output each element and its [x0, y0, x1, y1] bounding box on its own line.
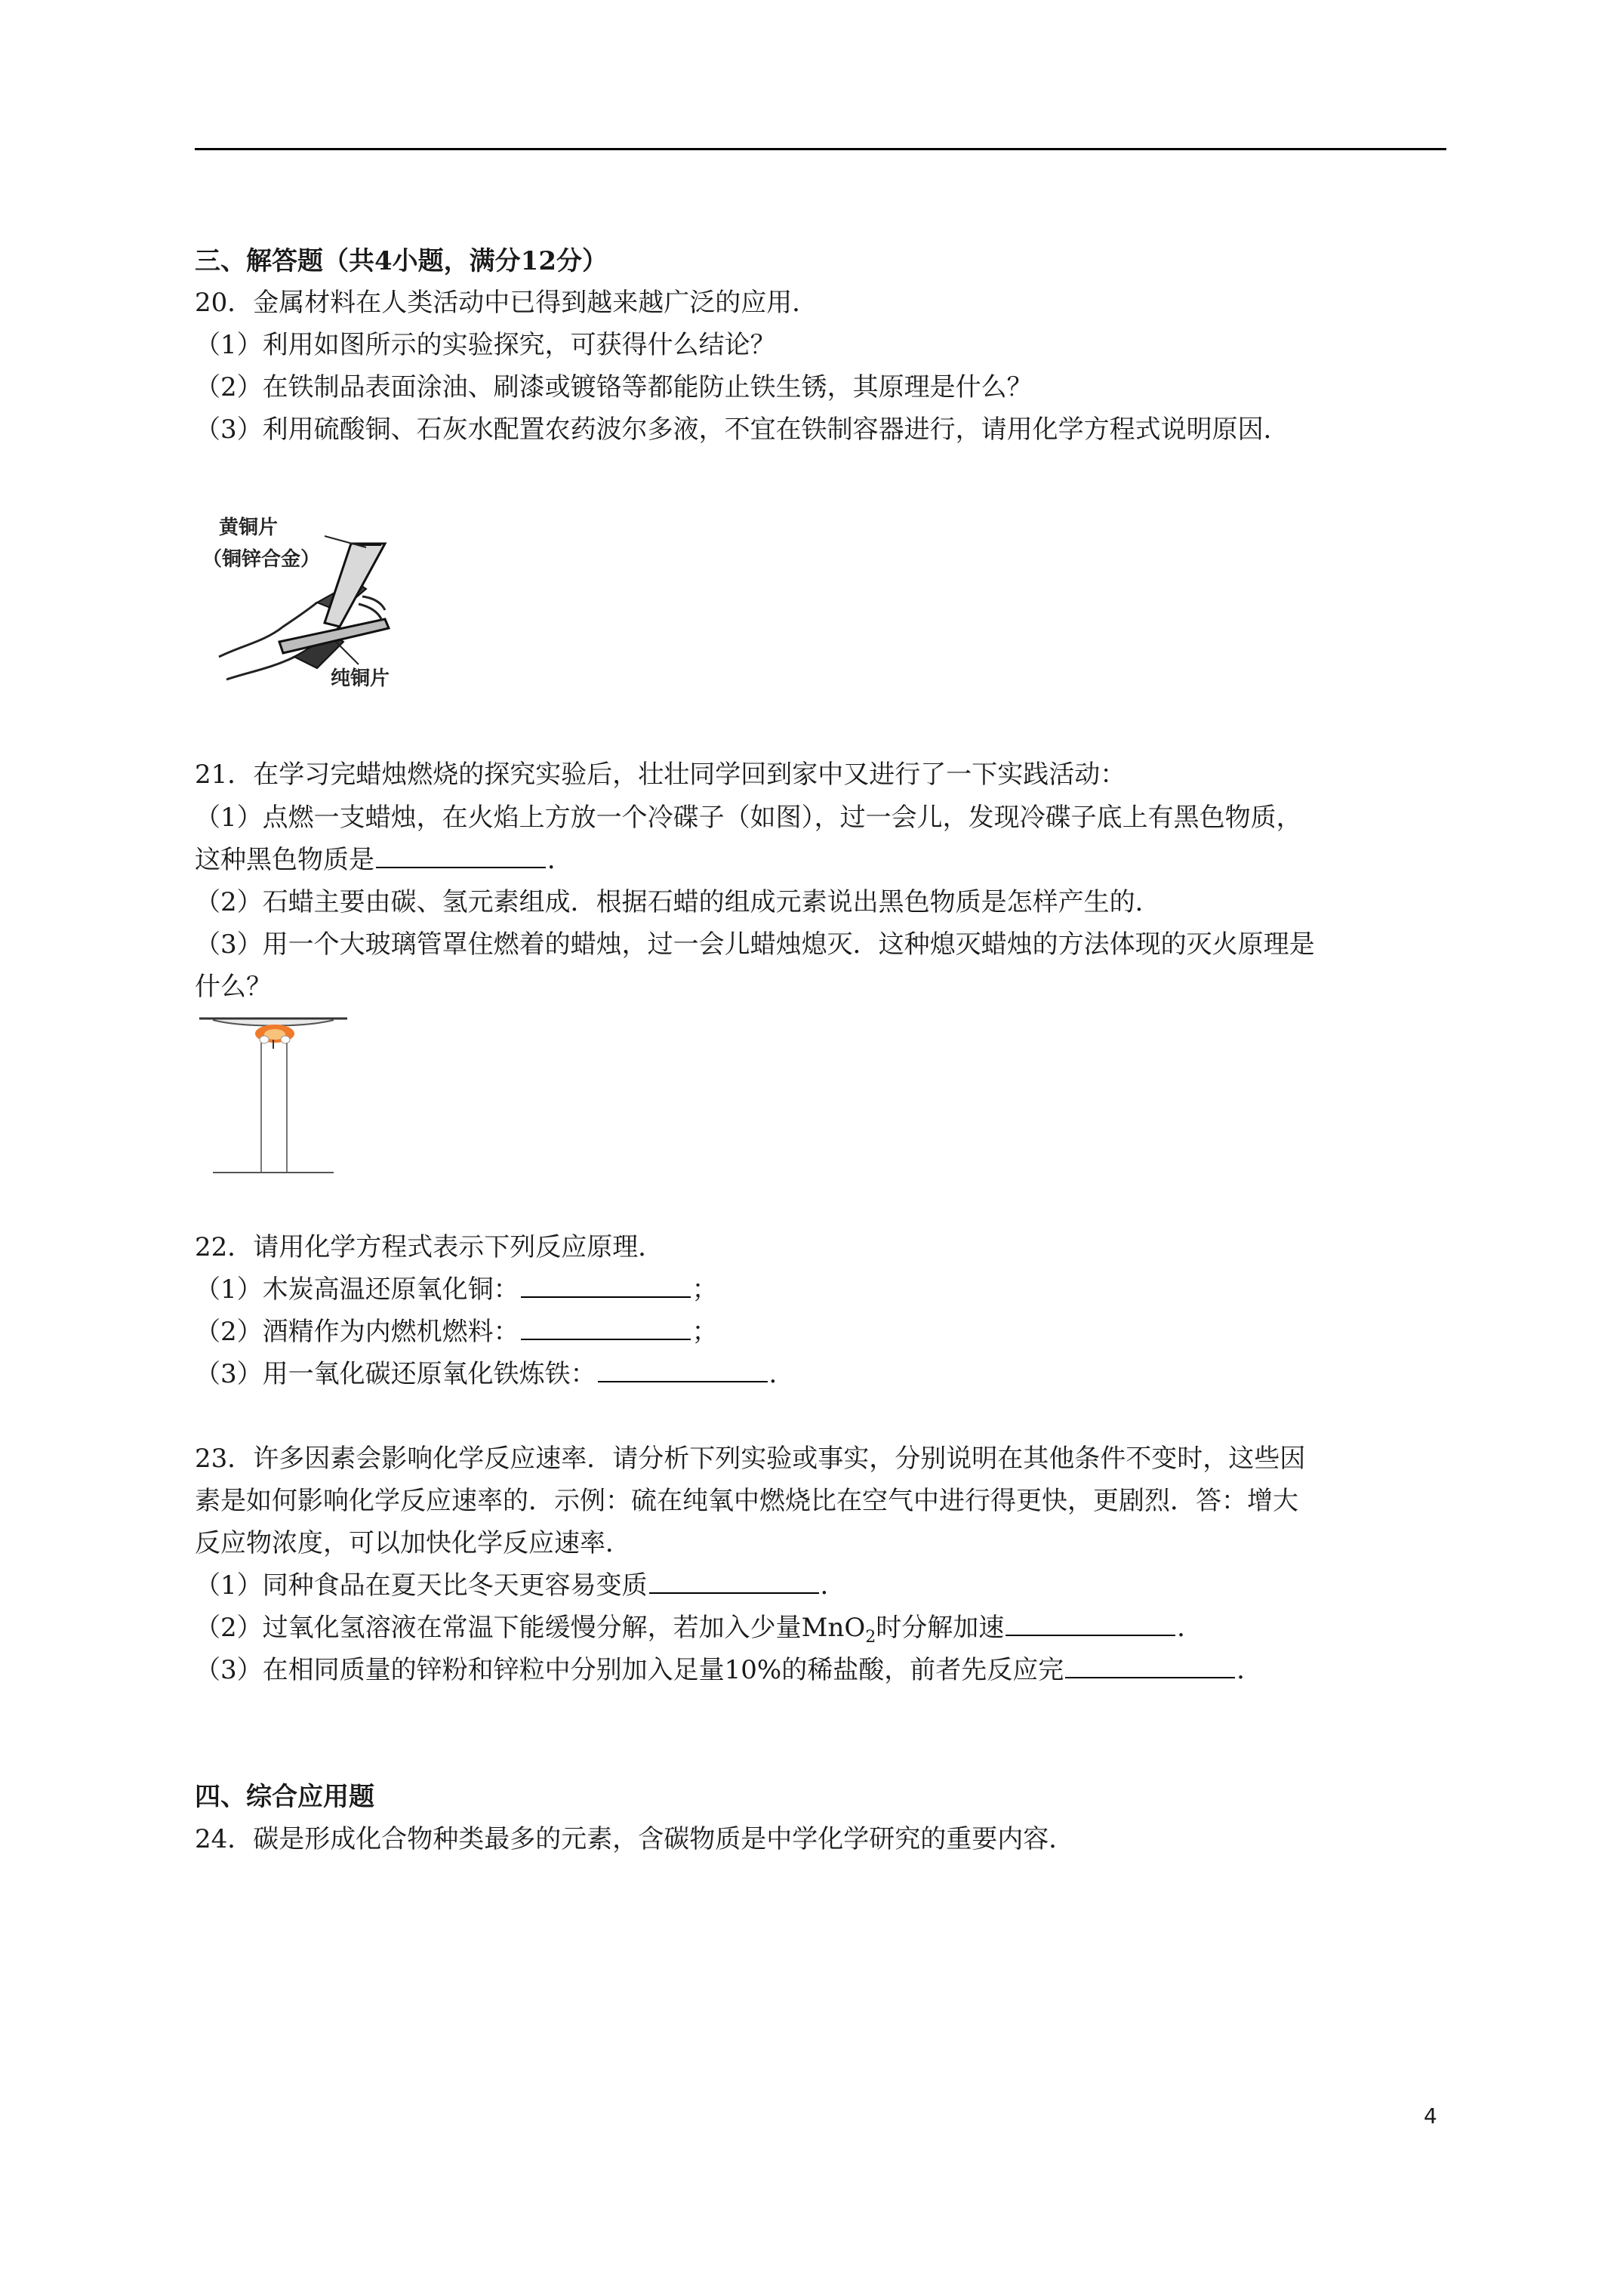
q22-part1-text: （1）木炭高温还原氧化铜： [195, 1274, 519, 1305]
q20-stem: 20．金属材料在人类活动中已得到越来越广泛的应用． [195, 288, 818, 318]
q22-part2-text: （2）酒精作为内燃机燃料： [195, 1317, 519, 1347]
answer-blank[interactable] [1065, 1656, 1235, 1678]
q22-part3-text: （3）用一氧化碳还原氧化铁炼铁： [195, 1359, 596, 1389]
header-rule [195, 148, 1446, 150]
q22-part3-end: ． [768, 1359, 795, 1389]
q20-part1: （1）利用如图所示的实验探究，可获得什么结论？ [195, 330, 776, 360]
q20-part2: （2）在铁制品表面涂油、刷漆或镀铬等都能防止铁生锈，其原理是什么？ [195, 372, 1033, 402]
q21-part1-line1: （1）点燃一支蜡烛，在火焰上方放一个冷碟子（如图），过一会儿，发现冷碟子底上有黑色物质， [195, 803, 1302, 833]
q21-part1-end: ． [547, 845, 573, 875]
figure-label-brass: 黄铜片 [219, 516, 279, 539]
q23-part2-text-2: 时分解加速 [876, 1613, 1005, 1643]
answer-blank[interactable] [1006, 1613, 1175, 1636]
q23-part2-text: （2）过氧化氢溶液在常温下能缓慢分解，若加入少量 [195, 1613, 802, 1643]
answer-blank[interactable] [521, 1318, 691, 1340]
q23-stem-line2: 素是如何影响化学反应速率的．示例：硫在纯氧中燃烧比在空气中进行得更快，更剧烈．答：增大 [195, 1486, 1298, 1516]
q23-part3 [195, 1655, 1262, 1685]
q21-figure-candle-plate [198, 1009, 349, 1179]
q23-part3-end: ． [1236, 1655, 1263, 1685]
answer-blank[interactable] [598, 1360, 768, 1382]
q23-part1-end: ． [820, 1570, 846, 1601]
q23-stem-line3: 反应物浓度，可以加快化学反应速率． [195, 1528, 631, 1558]
q21-part2: （2）石蜡主要由碳、氢元素组成．根据石蜡的组成元素说出黑色物质是怎样产生的． [195, 887, 1161, 917]
mno2-subscript: 2 [865, 1626, 876, 1647]
q23-part1 [195, 1570, 846, 1601]
q23-part2 [195, 1613, 1203, 1652]
section-3-heading: 三、解答题（共4小题，满分12分） [195, 246, 608, 276]
q21-stem: 21．在学习完蜡烛燃烧的探究实验后，壮壮同学回到家中又进行了一下实践活动： [195, 760, 1126, 790]
q23-stem-line1: 23．许多因素会影响化学反应速率．请分析下列实验或事实，分别说明在其他条件不变时，这些因 [195, 1444, 1306, 1474]
candle-drawing [198, 1009, 349, 1179]
figure-label-alloy: （铜锌合金） [202, 548, 321, 571]
answer-blank[interactable] [521, 1275, 691, 1298]
q20-part3: （3）利用硫酸铜、石灰水配置农药波尔多液，不宜在铁制容器进行，请用化学方程式说明原因． [195, 415, 1289, 445]
q22-part3 [195, 1359, 795, 1389]
page-number: 4 [1424, 2103, 1437, 2128]
q22-part1-end: ； [691, 1274, 718, 1305]
figure-label-pure-copper: 纯铜片 [331, 667, 390, 690]
q21-part3-line1: （3）用一个大玻璃管罩住燃着的蜡烛，过一会儿蜡烛熄灭．这种熄灭蜡烛的方法体现的灭火原理是 [195, 929, 1315, 960]
answer-blank[interactable] [376, 846, 546, 868]
q21-part1-text: 这种黑色物质是 [195, 845, 374, 875]
q23-part1-text: （1）同种食品在夏天比冬天更容易变质 [195, 1570, 648, 1601]
q21-part3-line2: 什么？ [195, 972, 272, 1002]
q22-part2 [195, 1317, 718, 1347]
q21-part1-line2 [195, 845, 573, 875]
q20-figure-brass-copper-scratch [202, 513, 415, 695]
mno2-formula: MnO [801, 1613, 866, 1643]
q23-part3-text: （3）在相同质量的锌粉和锌粒中分别加入足量10%的稀盐酸，前者先反应完 [195, 1655, 1064, 1685]
q22-part1 [195, 1274, 718, 1305]
q24-stem: 24．碳是形成化合物种类最多的元素，含碳物质是中学化学研究的重要内容． [195, 1824, 1075, 1854]
q23-part2-end: ． [1177, 1613, 1203, 1643]
q22-part2-end: ； [691, 1317, 718, 1347]
section-4-heading: 四、综合应用题 [195, 1782, 374, 1812]
q22-stem: 22．请用化学方程式表示下列反应原理． [195, 1232, 664, 1262]
answer-blank[interactable] [649, 1571, 819, 1594]
